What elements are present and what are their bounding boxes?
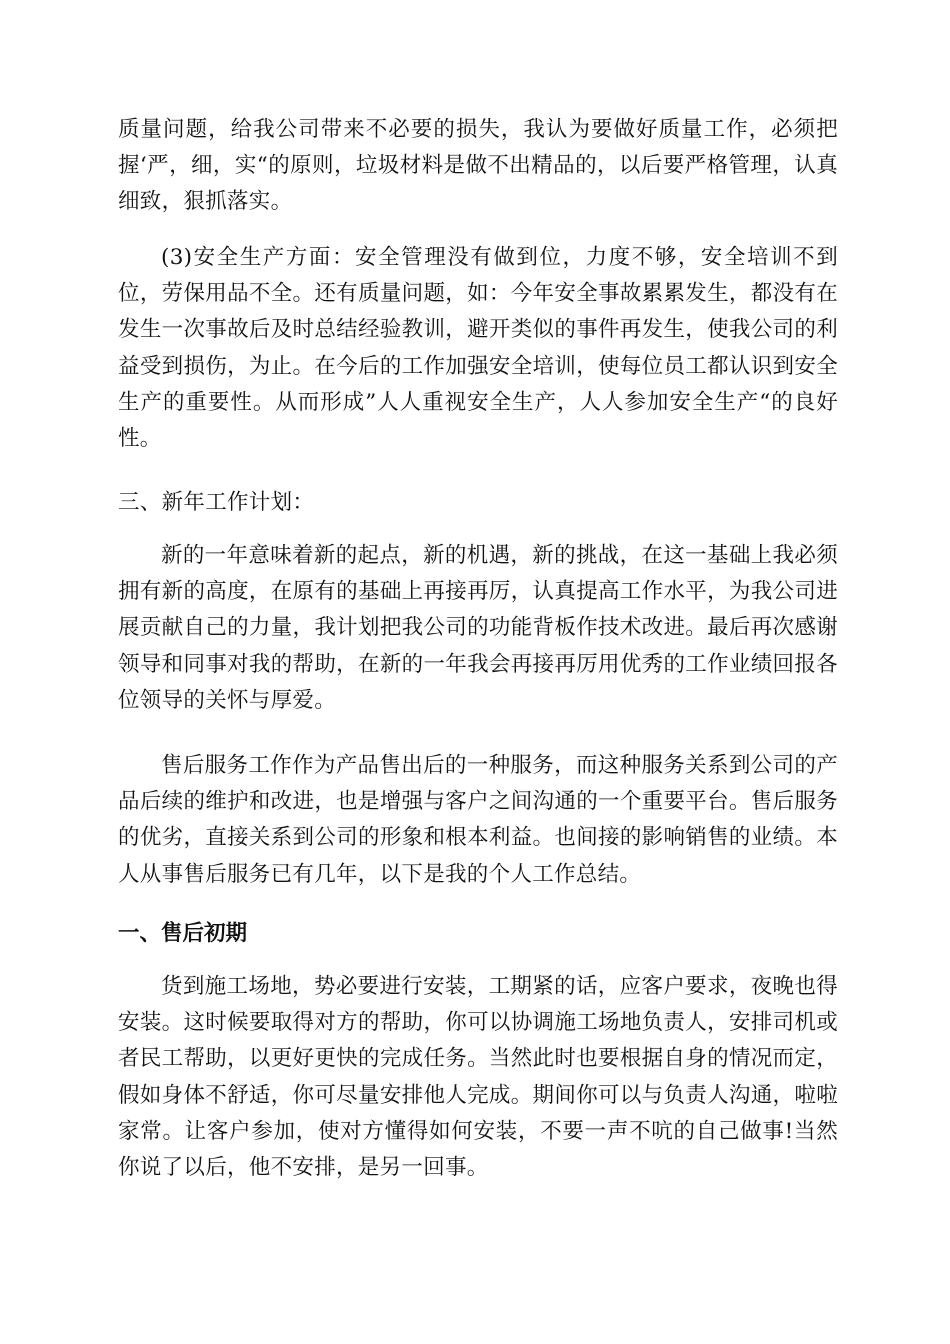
section-heading-new-year-plan: 三、新年工作计划： bbox=[118, 490, 315, 515]
paragraph-safety-production: (3)安全生产方面：安全管理没有做到位，力度不够，安全培训不到位，劳保用品不全。还有质量问题，如：今年安全事故累累发生，都没有在发生一次事故后及时总结经验教训，避开类似的事件再发生，使我公司的利益受到损伤，为止。在今后的工作加强安全培训，使每位员工都认识到安全生产的重要性。从而形成”人人重视安全生产，人人参加安全生产“的良好性。 bbox=[118, 245, 838, 452]
section-heading-after-sales-initial: 一、售后初期 bbox=[118, 921, 248, 946]
paragraph-after-sales-initial: 货到施工场地，势必要进行安装，工期紧的话，应客户要求，夜晚也得安装。这时候要取得对方的帮助，你可以协调施工场地负责人，安排司机或者民工帮助，以更好更快的完成任务。当然此时也要根据自身的情况而定，假如身体不舒适，你可尽量安排他人完成。期间你可以与负责人沟通，啦啦家常。让客户参加，使对方懂得如何安装，不要一声不吭的自己做事!当然你说了以后，他不安排，是另一回事。 bbox=[118, 974, 838, 1181]
paragraph-new-year-plan: 新的一年意味着新的起点，新的机遇，新的挑战，在这一基础上我必须拥有新的高度，在原有的基础上再接再厉，认真提高工作水平，为我公司进展贡献自己的力量，我计划把我公司的功能背板作技术改进。最后再次感谢领导和同事对我的帮助，在新的一年我会再接再厉用优秀的工作业绩回报各位领导的关怀与厚爱。 bbox=[118, 543, 838, 713]
paragraph-after-sales-intro: 售后服务工作作为产品售出后的一种服务，而这种服务关系到公司的产品后续的维护和改进，也是增强与客户之间沟通的一个重要平台。售后服务的优劣，直接关系到公司的形象和根本利益。也间接的影响销售的业绩。本人从事售后服务已有几年，以下是我的个人工作总结。 bbox=[118, 753, 838, 887]
paragraph-quality-issues: 质量问题，给我公司带来不必要的损失，我认为要做好质量工作，必须把握‘严，细，实“的原则，垃圾材料是做不出精品的，以后要严格管理，认真细致，狠抓落实。 bbox=[118, 117, 838, 215]
